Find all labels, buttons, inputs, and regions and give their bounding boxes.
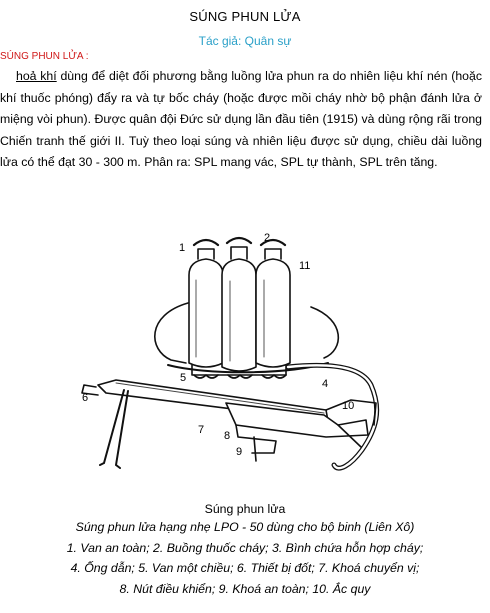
section-label-text: SÚNG PHUN LỬA [0,51,84,62]
label-10: 10 [342,400,355,412]
author-line[interactable] [0,34,490,48]
figure-caption: Súng phun lửa [204,502,286,516]
section-label-colon: : [85,51,89,62]
label-8: 8 [224,430,231,442]
figure-legend-line-1: 1. Van an toàn; 2. Buồng thuốc cháy; 3. Bình chứa hỗn hợp cháy; [66,541,424,555]
figure-legend-line-3: 8. Nút điều khiển; 9. Khoá an toàn; 10. Ắc quy [119,582,371,596]
gun-body [82,380,376,461]
hoa-khi-link[interactable]: hoả khí [16,69,57,83]
label-5: 5 [180,372,187,384]
harness-strap [155,303,188,363]
section-label [0,51,89,62]
label-4: 4 [322,378,329,390]
label-9: 9 [236,446,243,458]
label-2: 2 [264,232,271,244]
fuel-cylinders [189,238,290,378]
bipod [100,390,128,468]
flamethrower-illustration [76,225,414,485]
figure-legend-line-2: 4. Ống dẫn; 5. Van một chiều; 6. Thiết bị đốt; 7. Khoá chuyển vị; [70,561,420,575]
label-7: 7 [198,424,205,436]
article-title: SÚNG PHUN LỬA [189,9,301,24]
author-link[interactable]: Tác giả: Quân sự [198,34,292,48]
article-body-text: dùng để diệt đối phương bằng luồng lửa phun ra do nhiên liệu khí nén (hoặc khí thuốc phóng) đẩy ra và tự bốc cháy (hoặc được mồi cháy nhờ bộ phận đánh lửa ở miệng vòi phun). Được quân đội Đức sử dụng lần đầu tiên (1915) và dùng rộng rãi trong Chiến tranh thế giới II. Tuỳ theo loại súng và nhiên liệu được sử dụng, chiều dài luồng lửa có thể đạt 30 - 300 m. Phân ra: SPL mang vác, SPL tự thành, SPL trên tăng. [0,69,482,170]
article-body [0,66,482,174]
label-6: 6 [82,392,89,404]
harness-strap [311,307,338,358]
label-11: 11 [299,260,311,272]
figure-caption-sub: Súng phun lửa hạng nhẹ LPO - 50 dùng cho bộ binh (Liên Xô) [75,520,415,534]
label-1: 1 [179,242,186,254]
